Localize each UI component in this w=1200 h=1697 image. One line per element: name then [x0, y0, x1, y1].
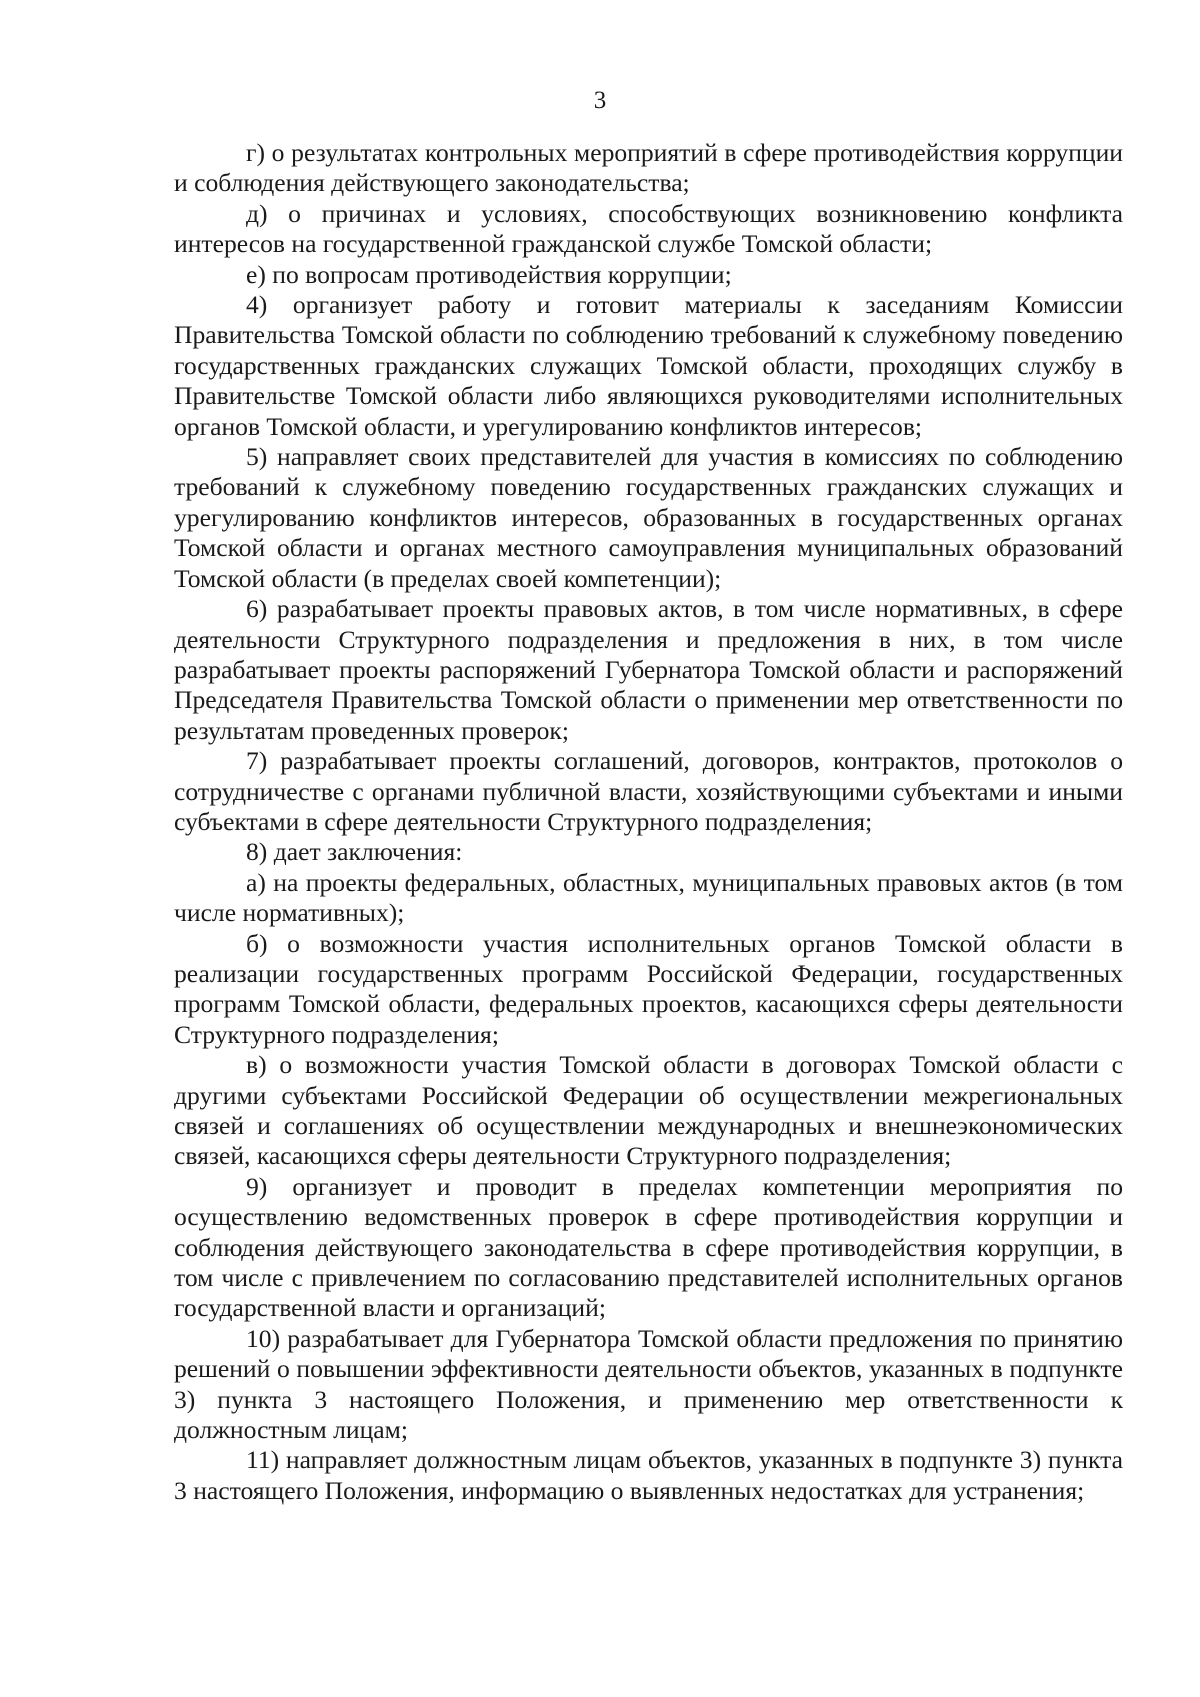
paragraph-9: 9) организует и проводит в пределах компетенции мероприятия по осуществлению ведомственных проверок в сфере противодействия коррупции и соблюдения действующего законодательства в сфере противодействия коррупции, в том числе с привлечением по согласованию представителей исполнительных органов государственной власти и организаций;: [174, 1171, 1123, 1323]
paragraph-11: 11) направляет должностным лицам объектов, указанных в подпункте 3) пункта 3 настоящего Положения, информацию о выявленных недостатках для устранения;: [174, 1445, 1123, 1505]
paragraph-10: 10) разрабатывает для Губернатора Томской области предложения по принятию решений о повышении эффективности деятельности объектов, указанных в подпункте 3) пункта 3 настоящего Положения, и применению мер ответственности к должностным лицам;: [174, 1323, 1123, 1445]
paragraph-5: 5) направляет своих представителей для участия в комиссиях по соблюдению требований к служебному поведению государственных гражданских служащих и урегулированию конфликтов интересов, образованных в государственных органах Томской области и органах местного самоуправления муниципальных образований Томской области (в пределах своей компетенции);: [174, 442, 1123, 593]
paragraph-7: 7) разрабатывает проекты соглашений, договоров, контрактов, протоколов о сотрудничестве с органами публичной власти, хозяйствующими субъектами и иными субъектами в сфере деятельности Структурного подразделения;: [174, 746, 1123, 836]
paragraph-8b: б) о возможности участия исполнительных органов Томской области в реализации государственных программ Российской Федерации, государственных программ Томской области, федеральных проектов, касающихся сферы деятельности Структурного подразделения;: [174, 928, 1123, 1049]
paragraph-8a: а) на проекты федеральных, областных, муниципальных правовых актов (в том числе нормативных);: [174, 867, 1123, 928]
document-body: [174, 138, 1123, 1506]
paragraph-1e: е) по вопросам противодействия коррупции;: [246, 259, 732, 289]
paragraph-1d: д) о причинах и условиях, способствующих возникновению конфликта интересов на государственной гражданской службе Томской области;: [174, 198, 1123, 259]
paragraph-6: 6) разрабатывает проекты правовых актов, в том числе нормативных, в сфере деятельности Структурного подразделения и предложения в них, в том числе разрабатывает проекты распоряжений Губернатора Томской области и распоряжений Председателя Правительства Томской области о применении мер ответственности по результатам проведенных проверок;: [174, 594, 1123, 745]
paragraph-1g: г) о результатах контрольных мероприятий в сфере противодействия коррупции и соблюдения действующего законодательства;: [174, 138, 1123, 198]
paragraph-4: 4) организует работу и готовит материалы к заседаниям Комиссии Правительства Томской области по соблюдению требований к служебному поведению государственных гражданских служащих Томской области, проходящих службу в Правительстве Томской области либо являющихся руководителями исполнительных органов Томской области, и урегулированию конфликтов интересов;: [174, 290, 1123, 441]
paragraph-8v: в) о возможности участия Томской области в договорах Томской области с другими субъектами Российской Федерации об осуществлении межрегиональных связей и соглашениях об осуществлении международных и внешнеэкономических связей, касающихся сферы деятельности Структурного подразделения;: [174, 1050, 1123, 1171]
page-number: 3: [593, 87, 607, 114]
paragraph-8: 8) дает заключения:: [246, 837, 463, 867]
